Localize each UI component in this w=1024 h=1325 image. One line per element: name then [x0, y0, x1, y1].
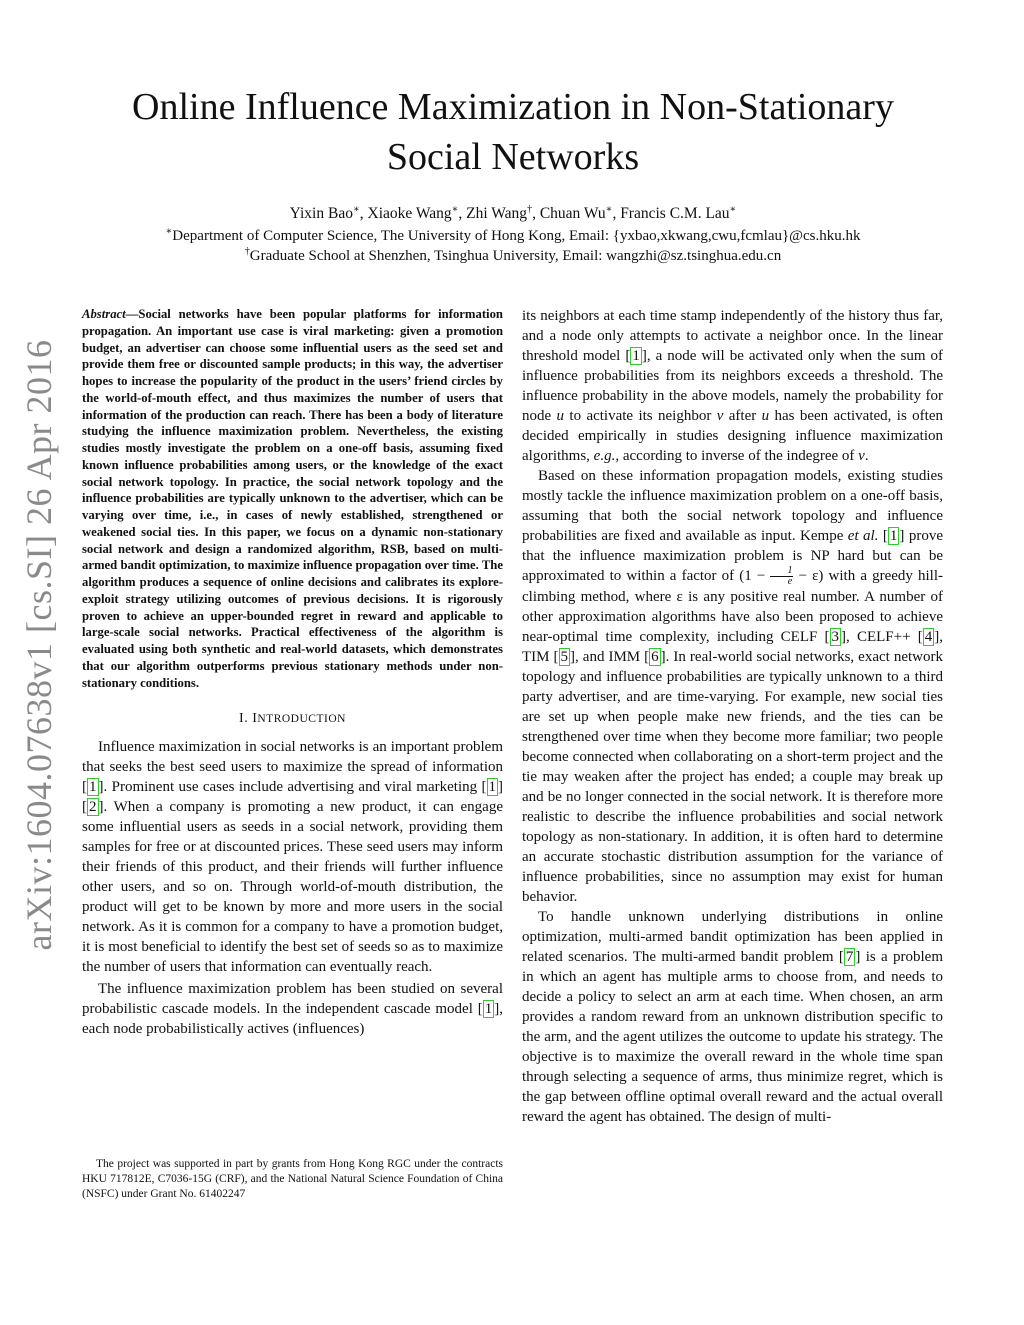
- affiliation-text: Graduate School at Shenzhen, Tsinghua University, Email: wangzhi@sz.tsinghua.edu.cn: [249, 248, 782, 264]
- author-separator: ,: [359, 205, 368, 222]
- section-heading-introduction: [82, 711, 503, 727]
- paper-title: [82, 82, 944, 182]
- math-variable: u: [761, 408, 770, 424]
- affiliation-mark: ∗: [165, 226, 173, 237]
- citation-link[interactable]: 1: [89, 779, 97, 796]
- affiliation-mark: †: [244, 246, 250, 257]
- text-run: is a problem in which an agent has multiple arms to choose from, and needs to decide a policy to select an arm at each time. When chosen, an arm provides a random reward from an unknown distribution specific to the arm, and the agent utilizes the outcome to update his strategy. The objective is to maximize the overall reward in the whole time span through selecting a sequence of arms, thus minimize regret, which is the gap between offline optimal overall reward and the actual overall reward the agent has obtained. The design of multi-: [522, 949, 943, 1126]
- citation-link[interactable]: 1: [889, 528, 898, 544]
- text-run: its neighbors at each time stamp independently of the history thus far, and a node only attempts to activate a neighbor once. In the linear threshold model: [522, 308, 943, 364]
- citation-link[interactable]: 7: [845, 949, 854, 966]
- text-run: , TIM: [522, 629, 943, 666]
- right-column: [522, 306, 943, 1127]
- left-column: [82, 306, 503, 1039]
- author-list: [82, 203, 944, 225]
- author-separator: ,: [458, 205, 467, 222]
- citation-link[interactable]: 3: [831, 629, 840, 646]
- text-run: to activate its neighbor: [564, 408, 717, 424]
- math-variable: u: [556, 408, 565, 424]
- citation-link[interactable]: 1: [632, 348, 640, 364]
- fraction-denominator: e: [787, 576, 793, 588]
- arxiv-sidebar-stamp: [18, 305, 60, 985]
- text-run: . Prominent use cases include advertising and viral marketing: [103, 779, 482, 796]
- author-name: Yixin Bao: [289, 205, 353, 222]
- affiliation-hku: [82, 226, 944, 246]
- affiliation-text: Department of Computer Science, The University of Hong Kong, Email: {yxbao,xkwang,cwu,fcmlau}@cs.hku.hk: [172, 228, 861, 244]
- text-run: Based on these information propagation models, existing studies mostly tackle the influence maximization problem on a one-off basis, assuming that both the social network topology and influence probabilities are fixed and available as input. Kempe: [522, 468, 943, 544]
- emphasis-text: et al.: [847, 528, 879, 544]
- author-name: Francis C.M. Lau: [620, 205, 730, 222]
- citation-link[interactable]: 5: [560, 649, 569, 666]
- math-variable: v: [858, 448, 865, 464]
- arxiv-identifier[interactable]: arXiv:1604.07638v1 [cs.SI] 26 Apr 2016: [19, 339, 59, 951]
- citation-link[interactable]: 1: [484, 1001, 493, 1018]
- right-paragraph-2: Based on these information propagation models, existing studies mostly tackle the influence maximization problem on a one-off basis, assuming that both the social network topology and influence probabilities are fixed and available as input. Kempe et al. [ 1 ] prove that the influence maximization problem is NP hard but can be approximated to within a factor of (1 − $\frac{1}{e}$ − ε) with a greedy hill-climbing method, where ε is any positive real number. A number of other approximation algorithms have also been proposed to achieve near-optimal time complexity, including CELF [ 3 ], CELF++ [ 4 ], TIM [ 5 ], and IMM [ 6 ]. In real-world social networks, exact network topology and influence probabilities are typically unknown to a third party advertiser, and are time-varying. For example, new social ties are set up when people make new friends, and the ties can be strengthened over time when they become more familiar; two people become connected when collaborating on a short-term project and the tie may weaken after the project has ended; a couple may break up and be no longer connected in the social network. It is therefore more realistic to describe the influence probabilities and social network topology as non-stationary. In addition, it is often hard to determine an accurate stochastic distribution assumption for the variance of influence probabilities, since no assumption may exist for human behavior.: [522, 468, 944, 906]
- text-run: has been activated, is often decided empirically in studies designing influence maximization algorithms,: [522, 408, 943, 464]
- text-run: . In real-world social networks, exact network topology and influence probabilities are typically unknown to a third party advertiser, and are time-varying. For example, new social ties are set up when people make new friends, and the ties can be strengthened over time when they become more familiar; two people become connected when collaborating on a short-term project and the tie may weaken after the project has ended; a couple may break up and be no longer connected in the social network. It is therefore more realistic to describe the influence probabilities and social network topology as non-stationary. In addition, it is often hard to determine an accurate stochastic distribution assumption for the variance of influence probabilities, since no assumption may exist for human behavior.: [522, 649, 943, 906]
- text-run: after: [723, 408, 762, 424]
- text-run: , CELF++: [846, 629, 918, 646]
- section-title: NTRODUCTION: [257, 713, 346, 726]
- text-run: , a node will be activated only when the sum of influence probabilities from its neighbors exceeds a threshold. The influence probability in the above models, namely the probability for node: [522, 348, 943, 424]
- author-mark: †: [527, 203, 533, 215]
- title-line-2: Social Networks: [386, 136, 640, 178]
- math-variable: v: [716, 408, 724, 424]
- citation-link[interactable]: 2: [89, 799, 97, 816]
- abstract-dash: —: [125, 307, 139, 321]
- author-separator: ,: [532, 205, 540, 222]
- abstract: [82, 306, 503, 691]
- text-run: The influence maximization problem has been studied on several probabilistic cascade models. In the independent cascade model: [82, 981, 503, 1018]
- author-mark: ∗: [352, 203, 360, 215]
- text-run: To handle unknown underlying distributions in online optimization, multi-armed bandit optimization has been applied in related scenarios. The multi-armed bandit problem: [522, 909, 943, 966]
- text-run: prove that the influence maximization problem is NP hard but can be approximated to within a factor of (1 −: [522, 528, 943, 584]
- abstract-text: Social networks have been popular platforms for information propagation. An important use case is viral marketing: given a promotion budget, an advertiser can choose some influential users as the seed set and provide them free or discounted sample products; in this way, the advertiser hopes to increase the popularity of the product in the users’ friend circles by the world-of-mouth effect, and thus maximizes the number of users that information of the production can reach. There has been a body of literature studying the influence maximization problem. Nevertheless, the existing studies mostly investigate the problem on a one-off basis, assuming fixed known influence probabilities among users, or the knowledge of the exact social network topology. In practice, the social network topology and the influence probabilities are typically unknown to the advertiser, which can be varying over time, i.e., in cases of newly established, strengthened or weakened social ties. In this paper, we focus on a dynamic non-stationary social network and design a randomized algorithm, RSB, based on multi-armed bandit optimization, to maximize influence propagation over time. The algorithm produces a sequence of online decisions and calibrates its explore-exploit strategy utilizing outcomes of previous decisions. It is rigorously proven to achieve an upper-bounded regret in reward and applicable to large-scale social networks. Practical effectiveness of the algorithm is evaluated using both synthetic and real-world datasets, which demonstrates that our algorithm outperforms previous stationary methods under non-stationary conditions.: [82, 307, 503, 690]
- text-run: .: [864, 448, 869, 464]
- text-run: . When a company is promoting a new product, it can engage some influential users as seeds in a social network, providing them samples for free or at discounted prices. These seed users may inform their friends of this product, and their friends will further influence other users, and so on. Through world-of-mouth distribution, the product will get to be known by more and more users in the social network. As it is common for a company to have a promotion budget, it is most beneficial to identify the best set of seeds so as to maximize the number of users that information can eventually reach.: [82, 799, 503, 976]
- author-mark: ∗: [729, 203, 737, 215]
- funding-footnote: The project was supported in part by grants from Hong Kong RGC under the contracts HKU 717812E, C7036-15G (CRF), and the National Natural Science Foundation of China (NSFC) under Grant No. 61402247: [82, 1158, 503, 1200]
- intro-paragraph-2: The influence maximization problem has been studied on several probabilistic cascade models. In the independent cascade model [ 1 ], each node probabilistically actives (influences): [82, 981, 503, 1038]
- author-separator: ,: [612, 205, 621, 222]
- affiliation-tsinghua: [82, 246, 944, 266]
- text-run: − ε) with a greedy hill-climbing method, where ε is any positive real number. A number of other approximation algorithms have also been proposed to achieve near-optimal time complexity, including CELF: [522, 568, 944, 646]
- math-fraction: [770, 566, 793, 587]
- right-paragraph-1: its neighbors at each time stamp independently of the history thus far, and a node only attempts to activate a neighbor once. In the linear threshold model [ 1 ], a node will be activated only when the sum of influence probabilities from its neighbors exceeds a threshold. The influence probability in the above models, namely the probability for node u to activate its neighbor v after u has been activated, is often decided empirically in studies designing influence maximization algorithms, e.g., according to inverse of the indegree of v.: [522, 308, 943, 464]
- text-run: , according to inverse of the indegree of: [615, 448, 859, 464]
- intro-paragraph-1: Influence maximization in social networks is an important problem that seeks the best seed users to maximize the spread of information [ 1 ]. Prominent use cases include advertising and viral marketing [ 1 ][ 2 ]. When a company is promoting a new product, it can engage some influential users as seeds in a social network, providing them samples for free or at discounted prices. These seed users may inform their friends of this product, and their friends will further influence other users, and so on. Through world-of-mouth distribution, the product will get to be known by more and more users in the social network. As it is common for a company to have a promotion budget, it is most beneficial to identify the best set of seeds so as to maximize the number of users that information can eventually reach.: [82, 739, 503, 976]
- title-line-1: Online Influence Maximization in Non-Stationary: [132, 86, 894, 128]
- fraction-numerator: 1: [770, 566, 793, 577]
- text-run: , each node probabilistically actives (influences): [82, 1001, 503, 1038]
- citation-link[interactable]: 6: [651, 649, 659, 666]
- author-mark: ∗: [451, 203, 459, 215]
- text-run: Influence maximization in social networks is an important problem that seeks the best seed users to maximize the spread of information: [82, 739, 503, 776]
- abstract-label: Abstract: [82, 307, 126, 321]
- text-run: , and IMM: [575, 649, 645, 666]
- right-paragraph-3: To handle unknown underlying distributions in online optimization, multi-armed bandit optimization has been applied in related scenarios. The multi-armed bandit problem [ 7 ] is a problem in which an agent has multiple arms to choose from, and needs to decide a policy to select an arm at each time. When chosen, an arm provides a random reward from an unknown distribution specific to the arm, and the agent utilizes the outcome to update his strategy. The objective is to maximize the overall reward in the whole time span through selecting a sequence of arms, thus minimize regret, which is the gap between offline optimal overall reward and the actual overall reward the agent has obtained. The design of multi-: [522, 909, 943, 1126]
- author-name: Xiaoke Wang: [367, 205, 452, 222]
- citation-link[interactable]: 4: [924, 629, 933, 646]
- author-name: Chuan Wu: [539, 205, 606, 222]
- citation-link[interactable]: 1: [488, 779, 496, 796]
- section-numeral: I. I: [239, 711, 258, 727]
- author-name: Zhi Wang: [466, 205, 528, 222]
- author-mark: ∗: [605, 203, 613, 215]
- emphasis-text: e.g.: [593, 448, 616, 464]
